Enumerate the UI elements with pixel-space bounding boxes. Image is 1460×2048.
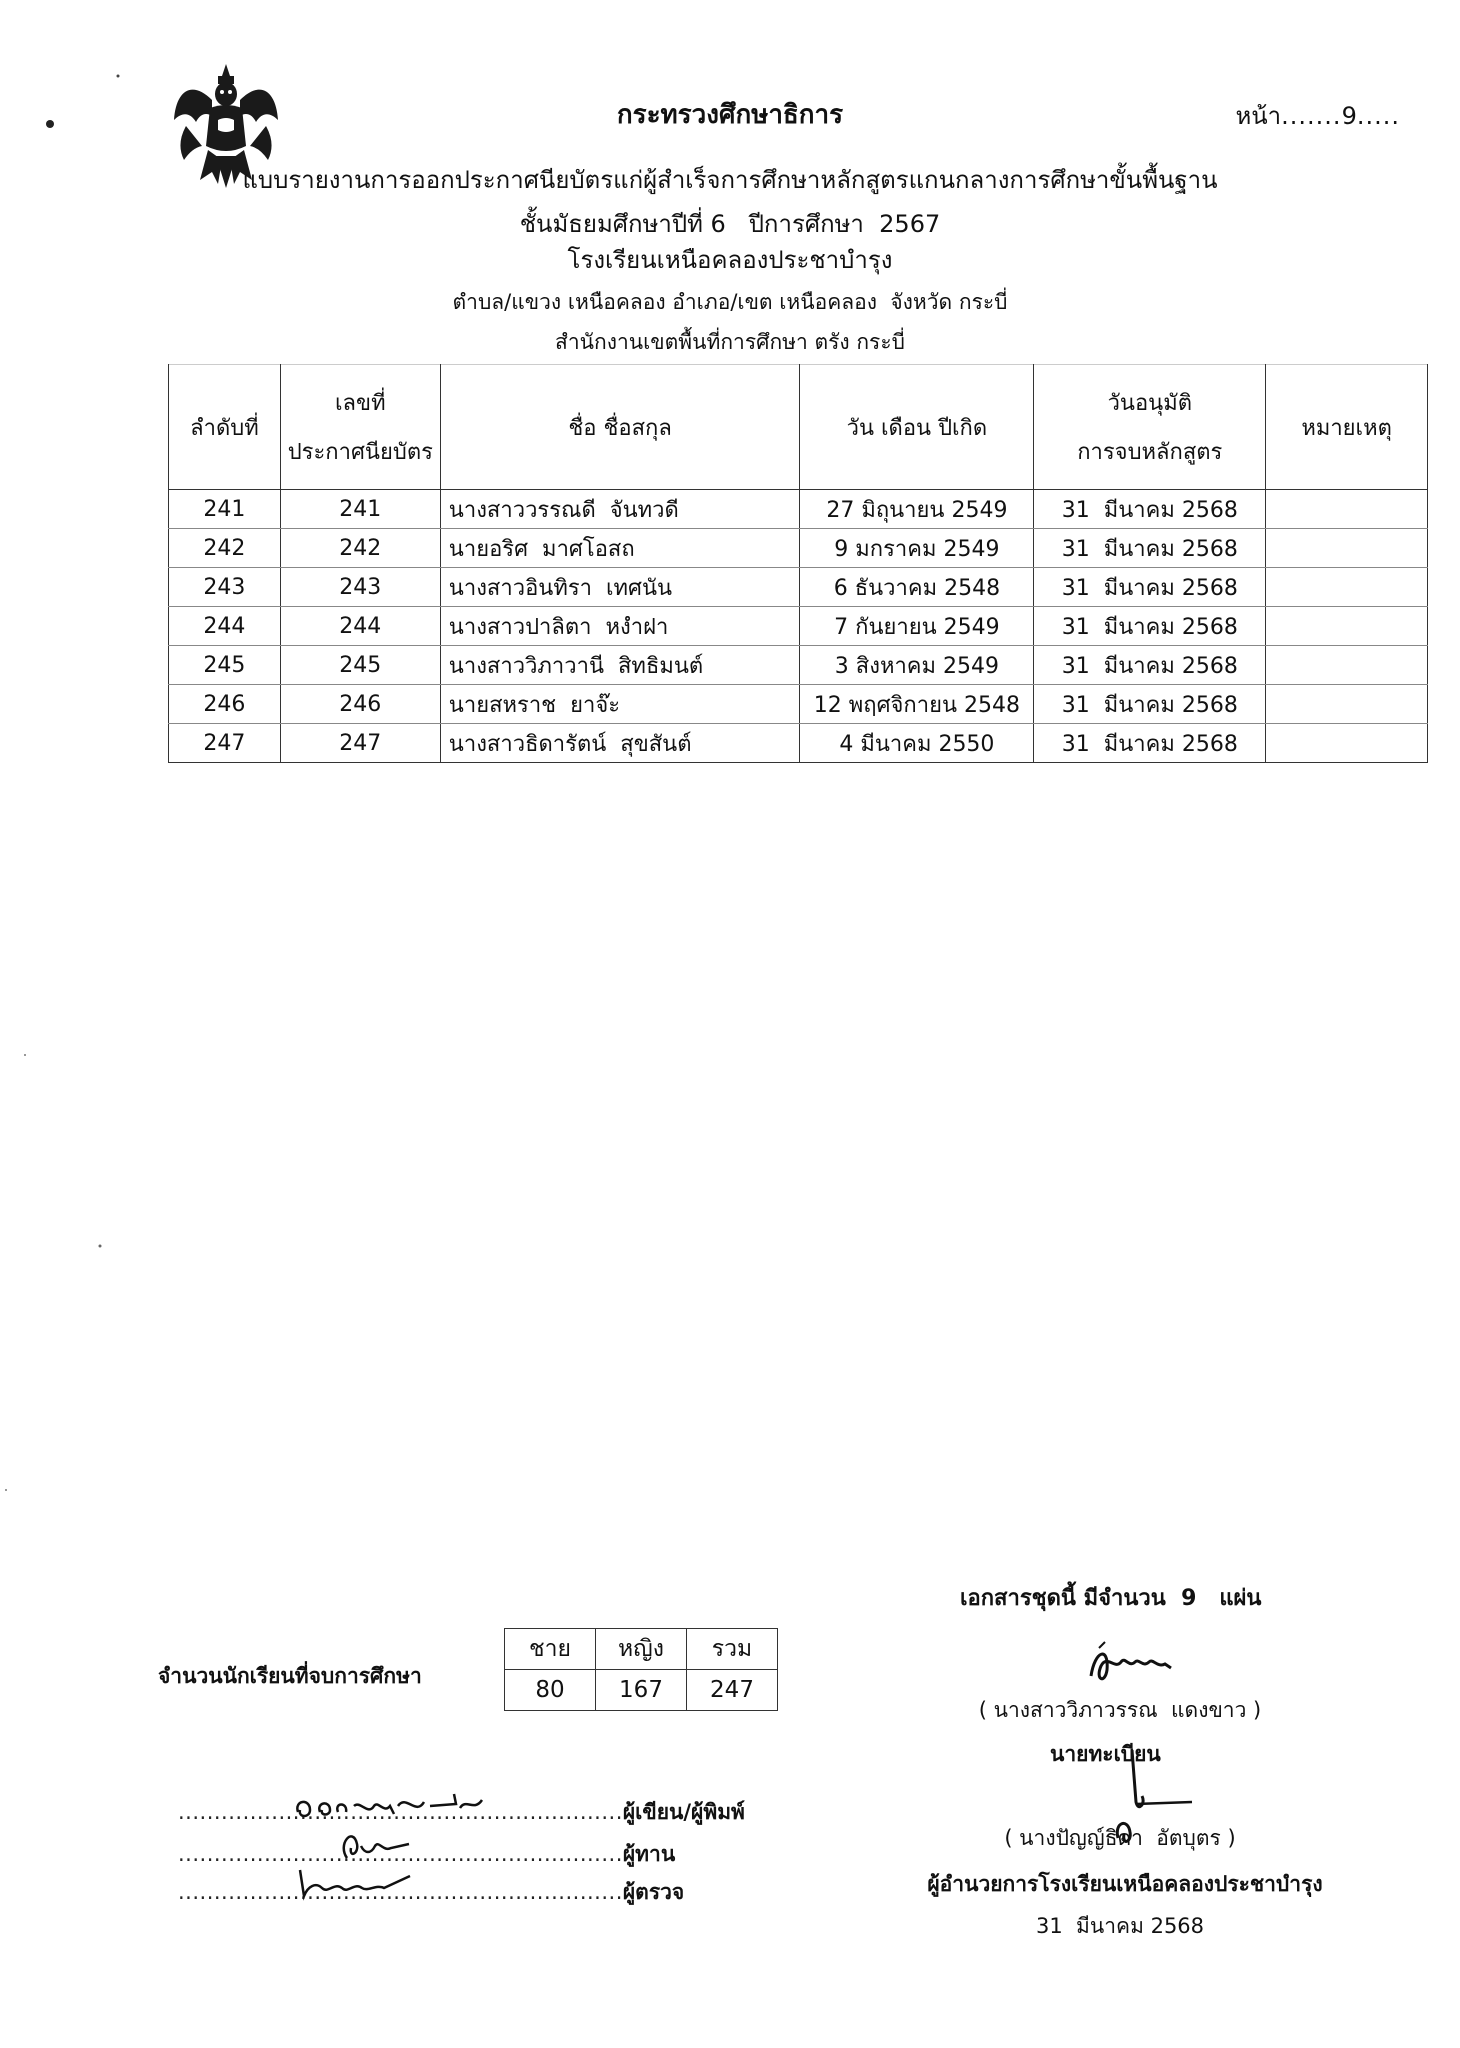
cell-approved: 31 มีนาคม 2568 bbox=[1034, 685, 1266, 724]
graduates-summary-table bbox=[504, 1628, 778, 1711]
education-office: สำนักงานเขตพื้นที่การศึกษา ตรัง กระบี่ bbox=[555, 330, 905, 354]
male-header: ชาย bbox=[505, 1629, 596, 1670]
sign-dots: .............................................................. bbox=[178, 1842, 623, 1866]
cell-approved: 31 มีนาคม 2568 bbox=[1034, 490, 1266, 529]
table-row bbox=[169, 490, 1428, 529]
cell-order: 247 bbox=[169, 724, 281, 763]
sign-dots: .............................................................. bbox=[178, 1800, 623, 1824]
cell-name: นางสาววรรณดี จันทวดี bbox=[440, 490, 800, 529]
reviewer-label: ผู้ทาน bbox=[622, 1842, 676, 1866]
cell-cert: 245 bbox=[280, 646, 440, 685]
cell-remark bbox=[1266, 490, 1428, 529]
cell-birth: 27 มิถุนายน 2549 bbox=[800, 490, 1034, 529]
report-title: แบบรายงานการออกประกาศนียบัตรแก่ผู้สำเร็จการศึกษาหลักสูตรแกนกลางการศึกษาขั้นพื้นฐาน bbox=[242, 166, 1218, 194]
col-approve-header bbox=[1034, 365, 1266, 490]
checker-signature bbox=[290, 1866, 440, 1902]
document-page-count: เอกสารชุดนี้ มีจำนวน 9 แผ่น bbox=[960, 1586, 1262, 1611]
female-count: 167 bbox=[596, 1670, 687, 1711]
summary-header-row bbox=[505, 1629, 778, 1670]
cell-name: นางสาวธิดารัตน์ สุขสันต์ bbox=[440, 724, 800, 763]
page-number-value: 9 bbox=[1341, 102, 1357, 130]
cell-order: 246 bbox=[169, 685, 281, 724]
col-order-header: ลำดับที่ bbox=[169, 365, 281, 490]
cell-order: 241 bbox=[169, 490, 281, 529]
director-position: ผู้อำนวยการโรงเรียนเหนือคลองประชาบำรุง bbox=[927, 1872, 1323, 1896]
cell-remark bbox=[1266, 568, 1428, 607]
cell-order: 242 bbox=[169, 529, 281, 568]
total-header: รวม bbox=[687, 1629, 778, 1670]
cell-approved: 31 มีนาคม 2568 bbox=[1034, 607, 1266, 646]
grade-year: ชั้นมัธยมศึกษาปีที่ 6 ปีการศึกษา 2567 bbox=[519, 210, 941, 238]
page-number: หน้า.......9..... bbox=[1235, 102, 1400, 130]
writer-signature bbox=[290, 1786, 500, 1826]
cell-approved: 31 มีนาคม 2568 bbox=[1034, 568, 1266, 607]
cell-birth: 6 ธันวาคม 2548 bbox=[800, 568, 1034, 607]
col-cert-header-line1: เลขที่ bbox=[335, 391, 386, 416]
ministry-title: กระทรวงศึกษาธิการ bbox=[616, 100, 844, 130]
table-row bbox=[169, 607, 1428, 646]
cell-approved: 31 มีนาคม 2568 bbox=[1034, 529, 1266, 568]
checker-label: ผู้ตรวจ bbox=[622, 1880, 685, 1904]
table-row bbox=[169, 529, 1428, 568]
cell-cert: 244 bbox=[280, 607, 440, 646]
signing-date: 31 มีนาคม 2568 bbox=[1035, 1914, 1205, 1938]
summary-value-row bbox=[505, 1670, 778, 1711]
cell-birth: 7 กันยายน 2549 bbox=[800, 607, 1034, 646]
cell-order: 243 bbox=[169, 568, 281, 607]
cell-cert: 241 bbox=[280, 490, 440, 529]
school-name: โรงเรียนเหนือคลองประชาบำรุง bbox=[567, 246, 893, 274]
registrar-position: นายทะเบียน bbox=[1050, 1742, 1161, 1766]
col-approve-header-line2: การจบหลักสูตร bbox=[1077, 440, 1223, 465]
graduates-summary-label: จำนวนนักเรียนที่จบการศึกษา bbox=[158, 1664, 422, 1688]
female-header: หญิง bbox=[596, 1629, 687, 1670]
writer-label: ผู้เขียน/ผู้พิมพ์ bbox=[622, 1800, 745, 1824]
reviewer-signature bbox=[335, 1824, 415, 1864]
cell-birth: 9 มกราคม 2549 bbox=[800, 529, 1034, 568]
table-row bbox=[169, 685, 1428, 724]
cell-remark bbox=[1266, 646, 1428, 685]
col-remark-header: หมายเหตุ bbox=[1266, 365, 1428, 490]
graduates-table bbox=[168, 364, 1428, 763]
col-approve-header-line1: วันอนุมัติ bbox=[1107, 391, 1192, 416]
cell-birth: 3 สิงหาคม 2549 bbox=[800, 646, 1034, 685]
table-row bbox=[169, 724, 1428, 763]
cell-remark bbox=[1266, 529, 1428, 568]
cell-remark bbox=[1266, 724, 1428, 763]
cell-remark bbox=[1266, 685, 1428, 724]
table-header-row bbox=[169, 365, 1428, 490]
cell-name: นายสหราช ยาจ๊ะ bbox=[440, 685, 800, 724]
sign-dots: .............................................................. bbox=[178, 1880, 623, 1904]
registrar-name: ( นางสาววิภาวรรณ แดงขาว ) bbox=[978, 1698, 1262, 1722]
cell-approved: 31 มีนาคม 2568 bbox=[1034, 724, 1266, 763]
cell-name: นางสาววิภาวานี สิทธิมนต์ bbox=[440, 646, 800, 685]
cell-cert: 247 bbox=[280, 724, 440, 763]
male-count: 80 bbox=[505, 1670, 596, 1711]
cell-name: นางสาวปาลิตา หงําฝา bbox=[440, 607, 800, 646]
table-row bbox=[169, 646, 1428, 685]
school-location: ตำบล/แขวง เหนือคลอง อำเภอ/เขต เหนือคลอง จังหวัด กระบี่ bbox=[452, 290, 1008, 314]
cell-order: 244 bbox=[169, 607, 281, 646]
col-cert-header bbox=[280, 365, 440, 490]
registrar-signature bbox=[1085, 1640, 1175, 1690]
cell-birth: 4 มีนาคม 2550 bbox=[800, 724, 1034, 763]
col-cert-header-line2: ประกาศนียบัตร bbox=[287, 440, 433, 465]
director-name: ( นางปัญญ์ธิดา อัตบุตร ) bbox=[1004, 1826, 1236, 1850]
cell-order: 245 bbox=[169, 646, 281, 685]
cell-cert: 243 bbox=[280, 568, 440, 607]
cell-cert: 242 bbox=[280, 529, 440, 568]
cell-approved: 31 มีนาคม 2568 bbox=[1034, 646, 1266, 685]
cell-name: นายอริศ มาศโอสถ bbox=[440, 529, 800, 568]
cell-birth: 12 พฤศจิกายน 2548 bbox=[800, 685, 1034, 724]
page-label: หน้า bbox=[1235, 102, 1282, 130]
cell-remark bbox=[1266, 607, 1428, 646]
cell-name: นางสาวอินทิรา เทศนัน bbox=[440, 568, 800, 607]
total-count: 247 bbox=[687, 1670, 778, 1711]
col-name-header: ชื่อ ชื่อสกุล bbox=[440, 365, 800, 490]
cell-cert: 246 bbox=[280, 685, 440, 724]
table-row bbox=[169, 568, 1428, 607]
col-birth-header: วัน เดือน ปีเกิด bbox=[800, 365, 1034, 490]
